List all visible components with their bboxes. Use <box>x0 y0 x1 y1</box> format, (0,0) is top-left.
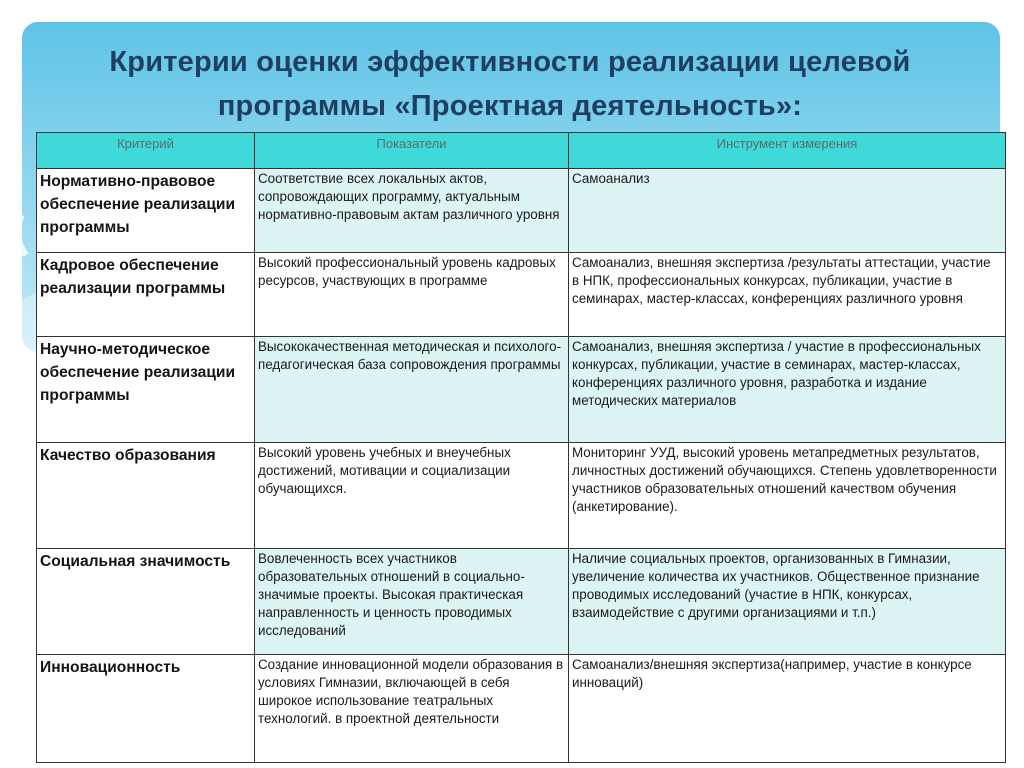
title-line-2: программы «Проектная деятельность»: <box>217 90 803 122</box>
header-indicators: Показатели <box>255 133 569 169</box>
criterion-cell: Научно-методическое обеспечение реализации программы <box>37 337 255 443</box>
header-tool: Инструмент измерения <box>569 133 1006 169</box>
tool-cell: Наличие социальных проектов, организованных в Гимназии, увеличение количества их участников. Общественное признание проводимых исследований (участие в НПК, конкурсах, взаимодействие с другими организациями и т.п.) <box>569 549 1006 655</box>
title-line-1: Критерии оценки эффективности реализации целевой <box>109 46 911 78</box>
indicators-cell: Соответствие всех локальных актов, сопровождающих программу, актуальным нормативно-правовым актам различного уровня <box>255 169 569 253</box>
tool-cell: Мониторинг УУД, высокий уровень метапредметных результатов, личностных достижений обучающихся. Степень удовлетворенности участников образовательных отношений качеством обучения (анкетирование). <box>569 443 1006 549</box>
tool-cell: Самоанализ, внешняя экспертиза /результаты аттестации, участие в НПК, профессиональных конкурсах, публикации, участие в семинарах, мастер-классах, конференциях различного уровня <box>569 253 1006 337</box>
table-row <box>37 253 1006 337</box>
tool-cell: Самоанализ/внешняя экспертиза(например, участие в конкурсе инноваций) <box>569 655 1006 763</box>
indicators-cell: Высококачественная методическая и психолого-педагогическая база сопровождения программы <box>255 337 569 443</box>
table-row <box>37 337 1006 443</box>
tool-cell: Самоанализ <box>569 169 1006 253</box>
criterion-cell: Кадровое обеспечение реализации программы <box>37 253 255 337</box>
indicators-cell: Высокий профессиональный уровень кадровых ресурсов, участвующих в программе <box>255 253 569 337</box>
criterion-cell: Качество образования <box>37 443 255 549</box>
indicators-cell: Создание инновационной модели образования в условиях Гимназии, включающей в себя широкое использование театральных технологий. в проектной деятельности <box>255 655 569 763</box>
header-criterion: Критерий <box>37 133 255 169</box>
criterion-cell: Социальная значимость <box>37 549 255 655</box>
table-row <box>37 169 1006 253</box>
slide-title <box>40 40 980 128</box>
criterion-cell: Инновационность <box>37 655 255 763</box>
criteria-table <box>36 132 1006 763</box>
indicators-cell: Высокий уровень учебных и внеучебных достижений, мотивации и социализации обучающихся. <box>255 443 569 549</box>
table-row <box>37 443 1006 549</box>
table-header-row <box>37 133 1006 169</box>
table-row <box>37 655 1006 763</box>
swoosh-edge <box>18 215 26 255</box>
table-row <box>37 549 1006 655</box>
indicators-cell: Вовлеченность всех участников образовательных отношений в социально-значимые проекты. Высокая практическая направленность и ценность проводимых исследований <box>255 549 569 655</box>
tool-cell: Самоанализ, внешняя экспертиза / участие в профессиональных конкурсах, публикации, участие в семинарах, мастер-классах, конференциях различного уровня, разработка и издание методических материалов <box>569 337 1006 443</box>
criterion-cell: Нормативно-правовое обеспечение реализации программы <box>37 169 255 253</box>
